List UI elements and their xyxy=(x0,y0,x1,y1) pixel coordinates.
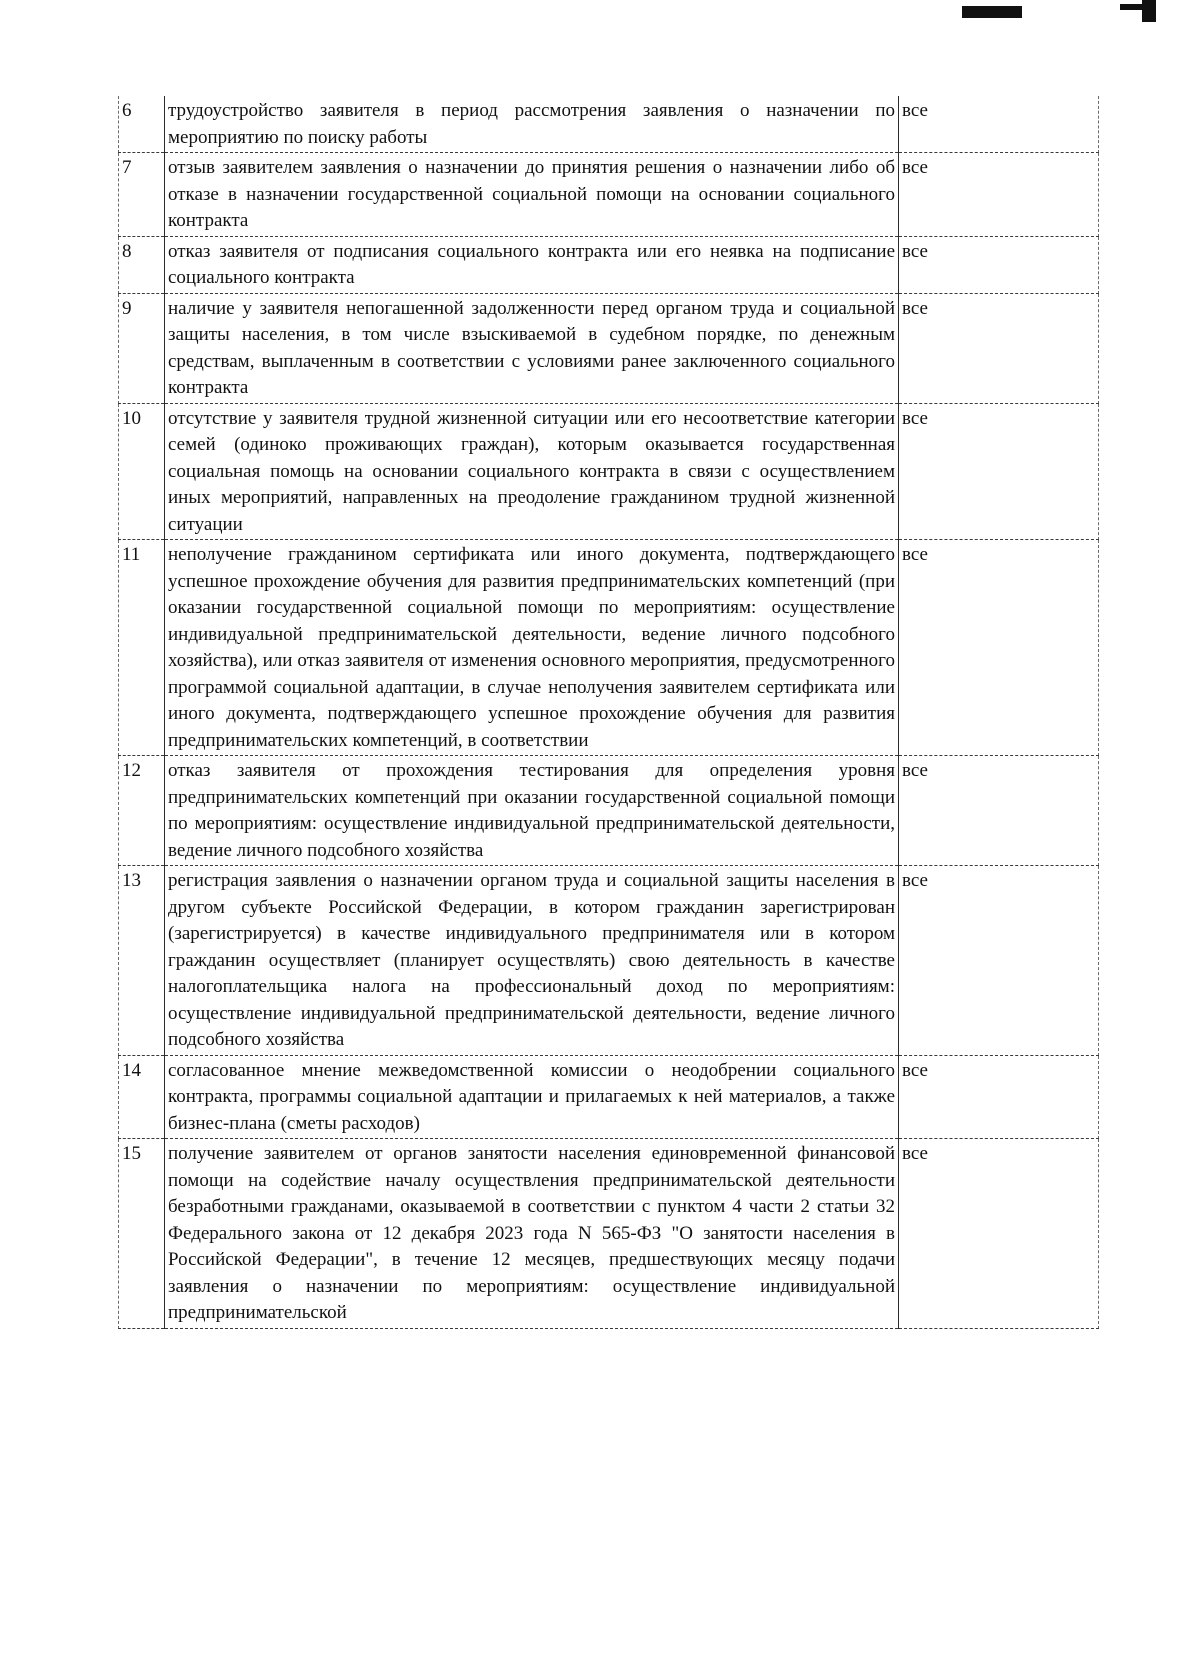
row-number: 7 xyxy=(119,153,165,237)
row-number: 12 xyxy=(119,756,165,866)
row-category: все xyxy=(899,403,1099,540)
row-category: все xyxy=(899,153,1099,237)
table-row xyxy=(119,866,1099,1056)
row-number: 6 xyxy=(119,96,165,153)
scan-artifact-mark xyxy=(962,6,1022,18)
row-condition-text: согласованное мнение межведомственной комиссии о неодобрении социального контракта, программы социальной адаптации и прилагаемых к ней материалов, а также бизнес-плана (сметы расходов) xyxy=(165,1055,899,1139)
row-category: все xyxy=(899,1055,1099,1139)
table-row xyxy=(119,96,1099,153)
row-condition-text: получение заявителем от органов занятости населения единовременной финансовой помощи на содействие началу осуществления предпринимательской деятельности безработными гражданами, оказываемой в соответствии с пунктом 4 части 2 статьи 32 Федерального закона от 12 декабря 2023 года N 565-ФЗ "О занятости населения в Российской Федерации", в течение 12 месяцев, предшествующих месяцу подачи заявления о назначении по мероприятиям: осуществление индивидуальной предпринимательской xyxy=(165,1139,899,1329)
row-condition-text: трудоустройство заявителя в период рассмотрения заявления о назначении по мероприятию по поиску работы xyxy=(165,96,899,153)
scan-artifact-mark xyxy=(1142,0,1156,22)
row-condition-text: отзыв заявителем заявления о назначении до принятия решения о назначении либо об отказе в назначении государственной социальной помощи на основании социального контракта xyxy=(165,153,899,237)
row-condition-text: наличие у заявителя непогашенной задолженности перед органом труда и социальной защиты населения, в том числе взыскиваемой в судебном порядке, по денежным средствам, выплаченным в соответствии с условиями ранее заключенного социального контракта xyxy=(165,293,899,403)
table-row xyxy=(119,1055,1099,1139)
table-row xyxy=(119,236,1099,293)
row-category: все xyxy=(899,866,1099,1056)
row-condition-text: отказ заявителя от прохождения тестирования для определения уровня предпринимательских компетенций при оказании государственной социальной помощи по мероприятиям: осуществление индивидуальной предпринимательской деятельности, ведение личного подсобного хозяйства xyxy=(165,756,899,866)
row-number: 11 xyxy=(119,540,165,756)
row-number: 13 xyxy=(119,866,165,1056)
conditions-table xyxy=(118,96,1099,1329)
table-row xyxy=(119,756,1099,866)
row-condition-text: регистрация заявления о назначении органом труда и социальной защиты населения в другом субъекте Российской Федерации, в котором гражданин зарегистрирован (зарегистрируется) в качестве индивидуального предпринимателя или в котором гражданин осуществляет (планирует осуществлять) свою деятельность в качестве налогоплательщика налога на профессиональный доход по мероприятиям: осуществление индивидуальной предпринимательской деятельности, ведение личного подсобного хозяйства xyxy=(165,866,899,1056)
row-category: все xyxy=(899,756,1099,866)
row-condition-text: неполучение гражданином сертификата или иного документа, подтверждающего успешное прохождение обучения для развития предпринимательских компетенций (при оказании государственной социальной помощи по мероприятиям: осуществление индивидуальной предпринимательской деятельности, ведение личного подсобного хозяйства), или отказ заявителя от изменения основного мероприятия, предусмотренного программой социальной адаптации, в случае неполучения заявителем сертификата или иного документа, подтверждающего успешное прохождение обучения для развития предпринимательских компетенций, в соответствии xyxy=(165,540,899,756)
table-row xyxy=(119,153,1099,237)
row-category: все xyxy=(899,293,1099,403)
table-row xyxy=(119,1139,1099,1329)
row-condition-text: отсутствие у заявителя трудной жизненной ситуации или его несоответствие категории семей (одиноко проживающих граждан), которым оказывается государственная социальная помощь на основании социального контракта в связи с осуществлением иных мероприятий, направленных на преодоление гражданином трудной жизненной ситуации xyxy=(165,403,899,540)
row-category: все xyxy=(899,1139,1099,1329)
row-category: все xyxy=(899,236,1099,293)
table-row xyxy=(119,293,1099,403)
row-number: 9 xyxy=(119,293,165,403)
table-row xyxy=(119,540,1099,756)
row-number: 8 xyxy=(119,236,165,293)
table-row xyxy=(119,403,1099,540)
row-number: 14 xyxy=(119,1055,165,1139)
row-number: 15 xyxy=(119,1139,165,1329)
row-category: все xyxy=(899,540,1099,756)
row-condition-text: отказ заявителя от подписания социального контракта или его неявка на подписание социального контракта xyxy=(165,236,899,293)
row-number: 10 xyxy=(119,403,165,540)
row-category: все xyxy=(899,96,1099,153)
